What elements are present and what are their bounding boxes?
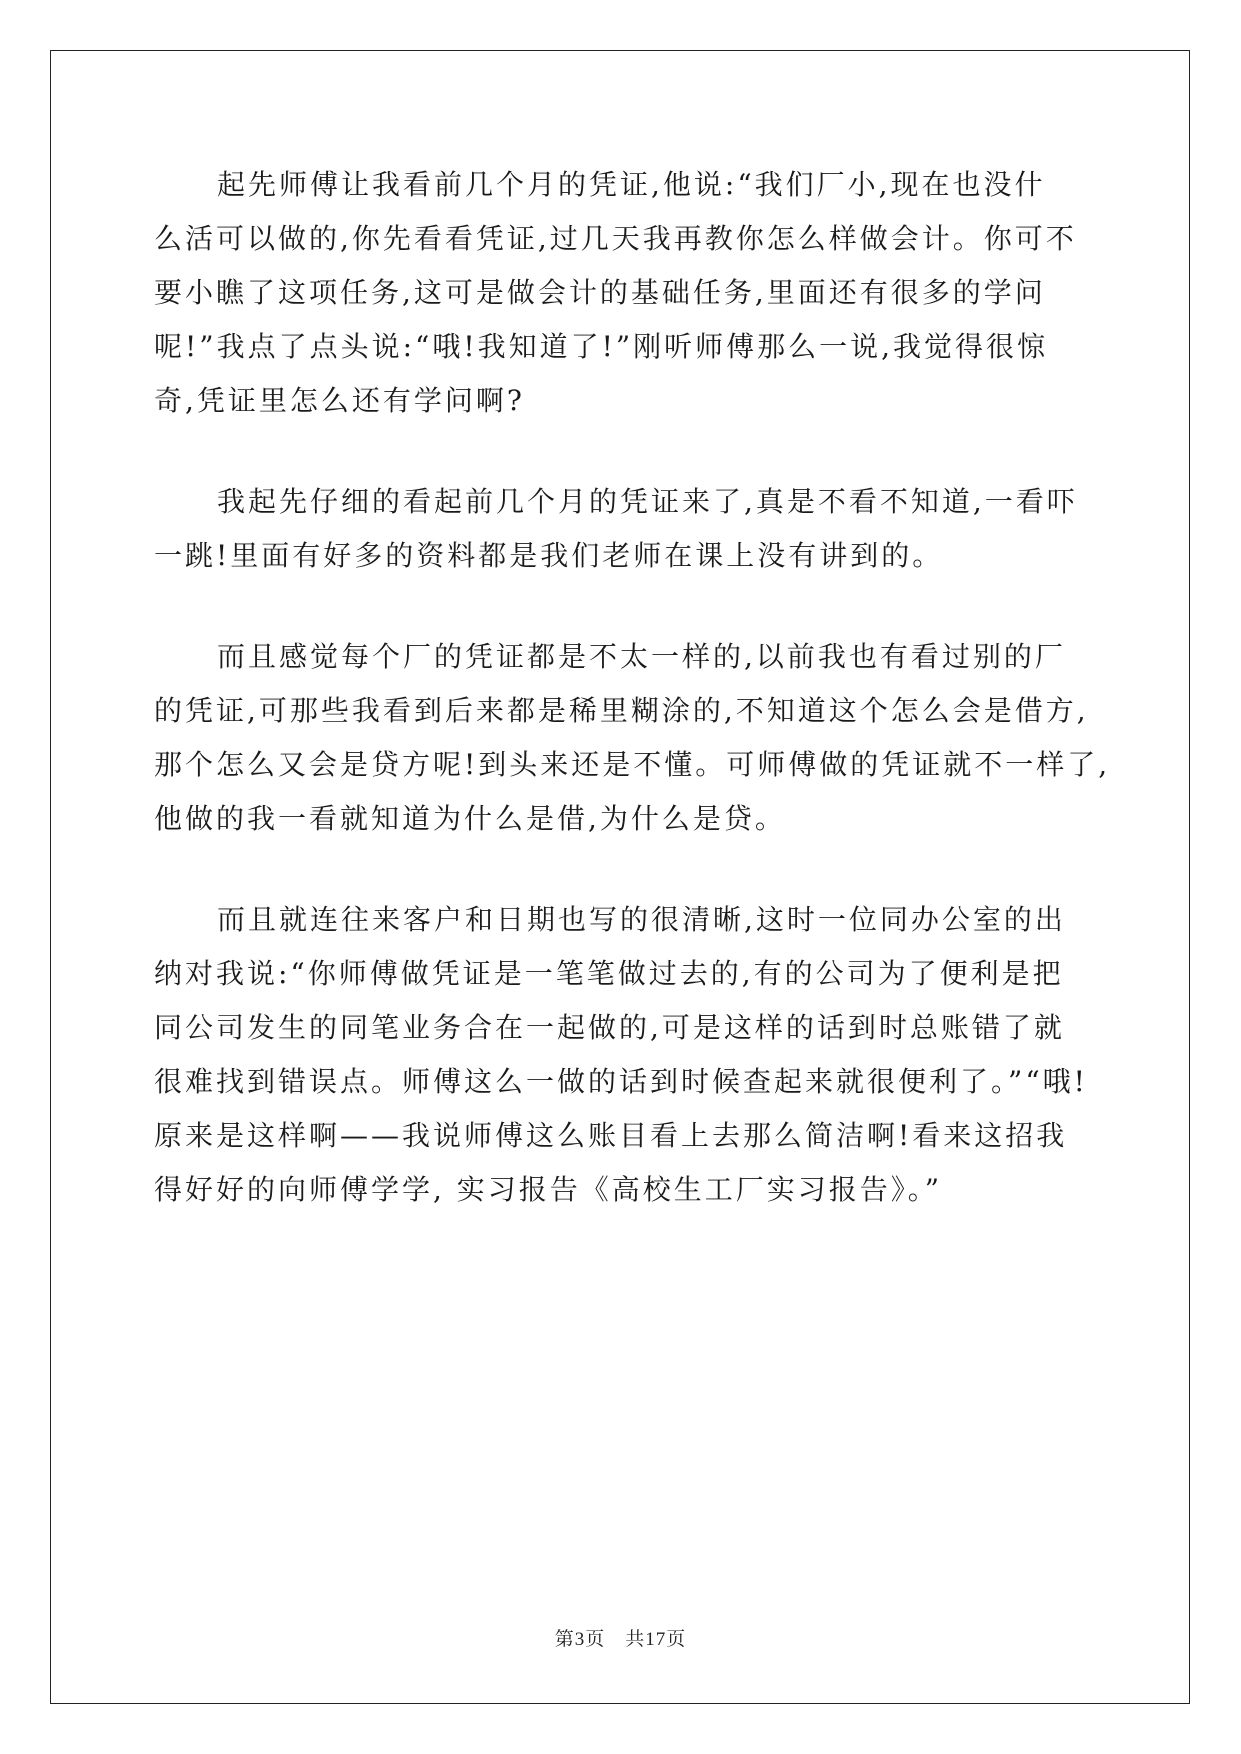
document-body [154, 158, 1111, 1217]
text-line: 奇,凭证里怎么还有学问啊? [154, 384, 525, 417]
text-line: 纳对我说:“你师傅做凭证是一笔笔做过去的,有的公司为了便利是把 [154, 957, 1064, 990]
text-line: 我起先仔细的看起前几个月的凭证来了,真是不看不知道,一看吓 [217, 485, 1078, 518]
text-line: 呢!”我点了点头说:“哦!我知道了!”刚听师傅那么一说,我觉得很惊 [154, 330, 1049, 363]
page-footer [0, 1624, 1241, 1651]
page-total: 共17页 [625, 1629, 687, 1650]
text-line: 起先师傅让我看前几个月的凭证,他说:“我们厂小,现在也没什 [217, 168, 1046, 201]
paragraph-2 [154, 475, 1094, 583]
text-line: 而且感觉每个厂的凭证都是不太一样的,以前我也有看过别的厂 [217, 640, 1066, 673]
paragraph-3 [154, 630, 1111, 846]
text-line: 么活可以做的,你先看看凭证,过几天我再教你怎么样做会计。你可不 [154, 222, 1077, 255]
text-line: 而且就连往来客户和日期也写的很清晰,这时一位同办公室的出 [217, 903, 1066, 936]
text-line: 很难找到错误点。师傅这么一做的话到时候查起来就很便利了。”“哦! [154, 1065, 1088, 1098]
text-line: 要小瞧了这项任务,这可是做会计的基础任务,里面还有很多的学问 [154, 276, 1046, 309]
page-number: 第3页 [554, 1629, 606, 1650]
paragraph-1 [154, 158, 1094, 428]
text-line: 同公司发生的同笔业务合在一起做的,可是这样的话到时总账错了就 [154, 1011, 1065, 1044]
text-line: 的凭证,可那些我看到后来都是稀里糊涂的,不知道这个怎么会是借方, [154, 694, 1089, 727]
text-line: 一跳!里面有好多的资料都是我们老师在课上没有讲到的。 [154, 539, 944, 572]
text-line: 那个怎么又会是贷方呢!到头来还是不懂。可师傅做的凭证就不一样了, [154, 748, 1111, 781]
text-line: 原来是这样啊——我说师傅这么账目看上去那么简洁啊!看来这招我 [154, 1119, 1068, 1152]
paragraph-4 [154, 893, 1094, 1217]
text-line: 他做的我一看就知道为什么是借,为什么是贷。 [154, 802, 786, 835]
text-line: 得好好的向师傅学学, 实习报告《高校生工厂实习报告》。” [154, 1173, 943, 1206]
